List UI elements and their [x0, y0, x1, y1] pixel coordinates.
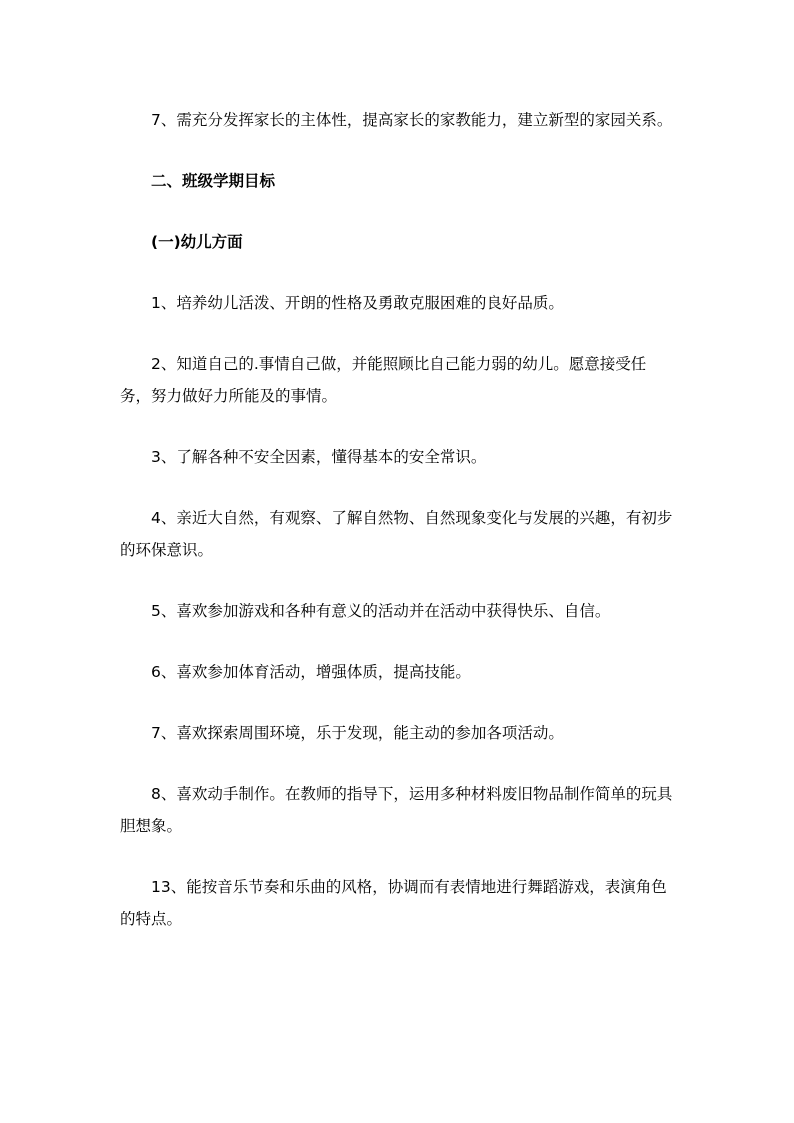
subsection-heading-children: (一)幼儿方面	[151, 233, 243, 251]
goal-item-1: 1、培养幼儿活泼、开朗的性格及勇敢克服困难的良好品质。	[151, 294, 564, 312]
goal-item-5: 5、喜欢参加游戏和各种有意义的活动并在活动中获得快乐、自信。	[151, 602, 611, 620]
goal-item-8: 8、喜欢动手制作。在教师的指导下，运用多种材料废旧物品制作简单的玩具胆想象。	[120, 785, 673, 835]
goal-item-6: 6、喜欢参加体育活动，增强体质，提高技能。	[151, 663, 471, 681]
goal-item-4: 4、亲近大自然，有观察、了解自然物、自然现象变化与发展的兴趣，有初步的环保意识。	[120, 509, 673, 559]
goal-item-13: 13、能按音乐节奏和乐曲的风格，协调而有表情地进行舞蹈游戏，表演角色的特点。	[120, 878, 667, 928]
paragraph-parent-role: 7、需充分发挥家长的主体性，提高家长的家教能力，建立新型的家园关系。	[151, 111, 673, 129]
goal-item-7: 7、喜欢探索周围环境，乐于发现，能主动的参加各项活动。	[151, 724, 564, 742]
section-heading-class-goals: 二、班级学期目标	[151, 172, 276, 190]
goal-item-2: 2、知道自己的.事情自己做，并能照顾比自己能力弱的幼儿。愿意接受任务，努力做好力所能及的事情。	[120, 355, 647, 405]
goal-item-3: 3、了解各种不安全因素，懂得基本的安全常识。	[151, 448, 487, 466]
document-body	[120, 104, 676, 964]
